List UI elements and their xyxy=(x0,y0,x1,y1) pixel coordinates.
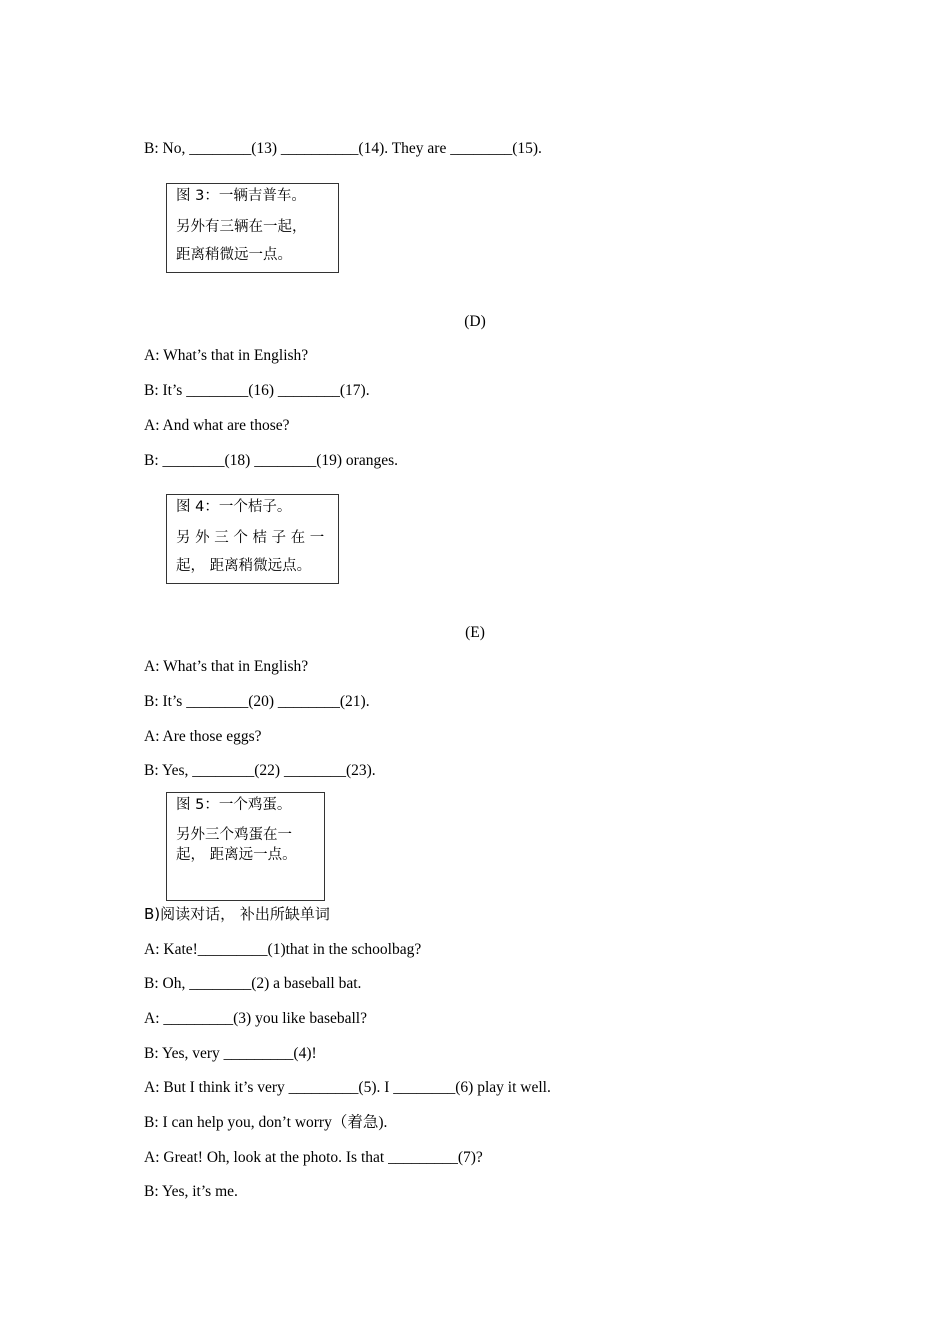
dialogue-line: B: I can help you, don’t worry（着急). xyxy=(144,1114,388,1131)
dialogue-line: B: No, ________(13) __________(14). They are ________(15). xyxy=(144,140,542,157)
dialogue-line: B: Yes, very _________(4)! xyxy=(144,1045,317,1062)
figure-caption: 图 3：一辆吉普车。 xyxy=(176,188,306,204)
dialogue-line: B: It’s ________(16) ________(17). xyxy=(144,382,370,399)
dialogue-line: A: Kate!_________(1)that in the schoolbag? xyxy=(144,941,422,958)
figure-text: 起， 距离远一点。 xyxy=(176,847,297,863)
dialogue-line: A: And what are those? xyxy=(144,417,290,434)
dialogue-line: A: _________(3) you like baseball? xyxy=(144,1010,367,1027)
section-label-d: (D) xyxy=(464,313,486,330)
figure-text: 起， 距离稍微远点。 xyxy=(176,558,312,574)
figure-caption: 图 5：一个鸡蛋。 xyxy=(176,797,292,813)
dialogue-line: B: ________(18) ________(19) oranges. xyxy=(144,452,398,469)
dialogue-line: A: What’s that in English? xyxy=(144,658,309,675)
section-label-e: (E) xyxy=(465,624,485,641)
figure-4-box xyxy=(166,494,339,584)
dialogue-line: A: What’s that in English? xyxy=(144,347,309,364)
dialogue-line: B: Yes, it’s me. xyxy=(144,1183,238,1200)
dialogue-line: A: Are those eggs? xyxy=(144,728,262,745)
figure-text: 距离稍微远一点。 xyxy=(176,247,292,263)
figure-text: 另外有三辆在一起， xyxy=(176,219,307,235)
dialogue-line: B: Oh, ________(2) a baseball bat. xyxy=(144,975,362,992)
dialogue-line: A: Great! Oh, look at the photo. Is that _________(7)? xyxy=(144,1149,483,1166)
figure-3-box xyxy=(166,183,339,273)
part-b-heading: B)阅读对话， 补出所缺单词 xyxy=(144,905,330,923)
figure-5-box xyxy=(166,792,325,901)
dialogue-line: B: Yes, ________(22) ________(23). xyxy=(144,762,376,779)
figure-text: 另 外 三 个 桔 子 在 一 xyxy=(176,530,325,546)
dialogue-line: A: But I think it’s very _________(5). I ________(6) play it well. xyxy=(144,1079,551,1096)
dialogue-line: B: It’s ________(20) ________(21). xyxy=(144,693,370,710)
figure-caption: 图 4：一个桔子。 xyxy=(176,499,292,515)
figure-text: 另外三个鸡蛋在一 xyxy=(176,827,292,843)
